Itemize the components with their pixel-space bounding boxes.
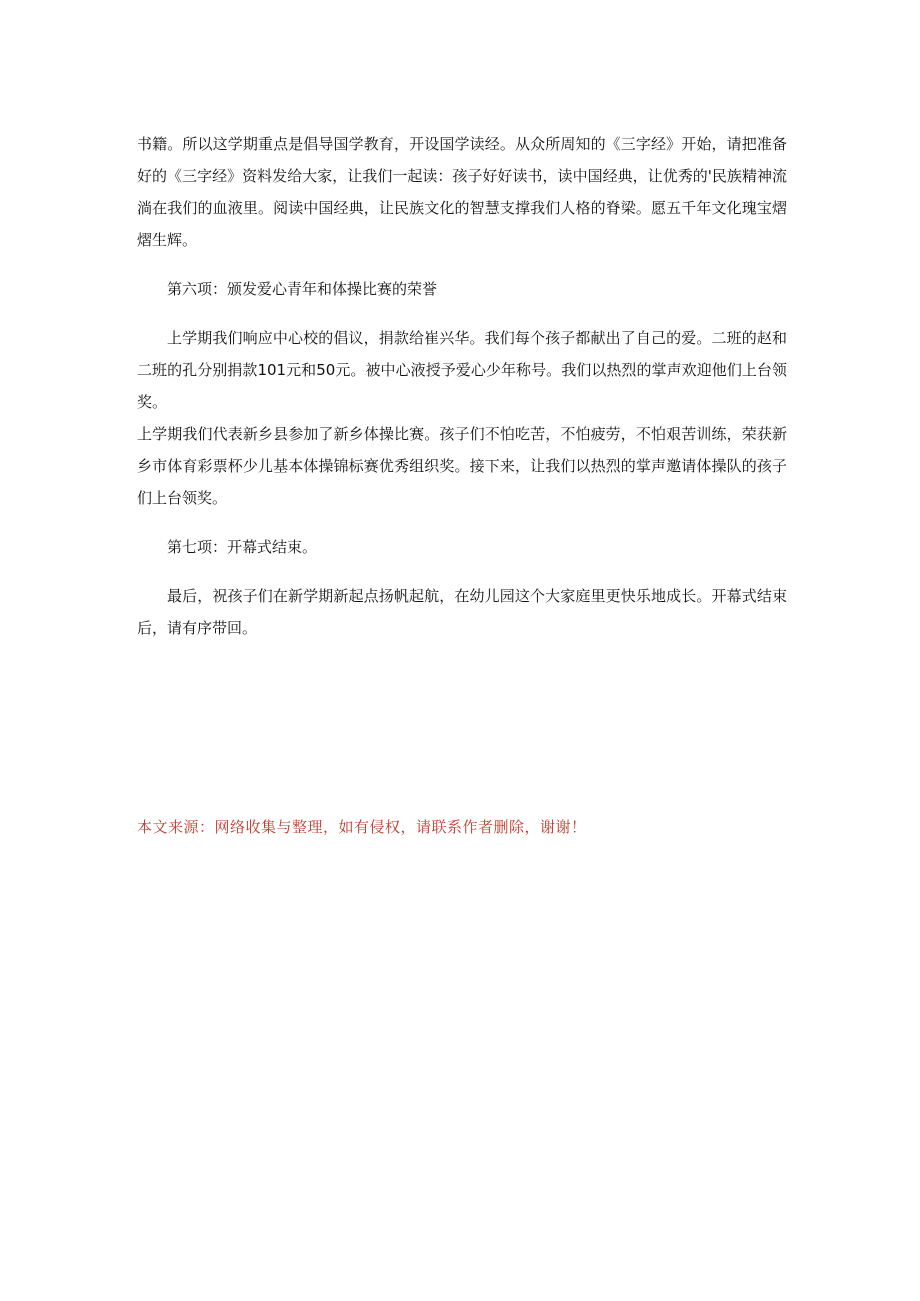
paragraph-item-seven-heading: 第七项：开幕式结束。: [167, 538, 318, 556]
paragraph-closing: 最后，祝孩子们在新学期新起点扬帆起航，在幼儿园这个大家庭里更快乐地成长。开幕式结束后，请有序带回。: [137, 587, 787, 637]
paragraph-gymnastics: 上学期我们代表新乡县参加了新乡体操比赛。孩子们不怕吃苦，不怕疲劳，不怕艰苦训练，荣获新乡市体育彩票杯少儿基本体操锦标赛优秀组织奖。接下来，让我们以热烈的掌声邀请体操队的孩子们上台领奖。: [137, 425, 787, 507]
source-disclaimer: 本文来源：网络收集与整理，如有侵权，请联系作者删除，谢谢！: [137, 818, 587, 836]
paragraph-item-six-heading: 第六项：颁发爱心青年和体操比赛的荣誉: [167, 280, 438, 298]
document-body: [137, 128, 787, 661]
paragraph-reading-classics: 书籍。所以这学期重点是倡导国学教育，开设国学读经。从众所周知的《三字经》开始，请把准备好的《三字经》资料发给大家，让我们一起读：孩子好好读书，读中国经典，让优秀的'民族精神流淌在我们的血液里。阅读中国经典，让民族文化的智慧支撑我们人格的脊梁。愿五千年文化瑰宝熠熠生辉。: [137, 135, 787, 249]
paragraph-donation: 上学期我们响应中心校的倡议，捐款给崔兴华。我们每个孩子都献出了自己的爱。二班的赵和二班的孔分别捐款101元和50元。被中心液授予爱心少年称号。我们以热烈的掌声欢迎他们上台领奖。: [137, 329, 787, 411]
